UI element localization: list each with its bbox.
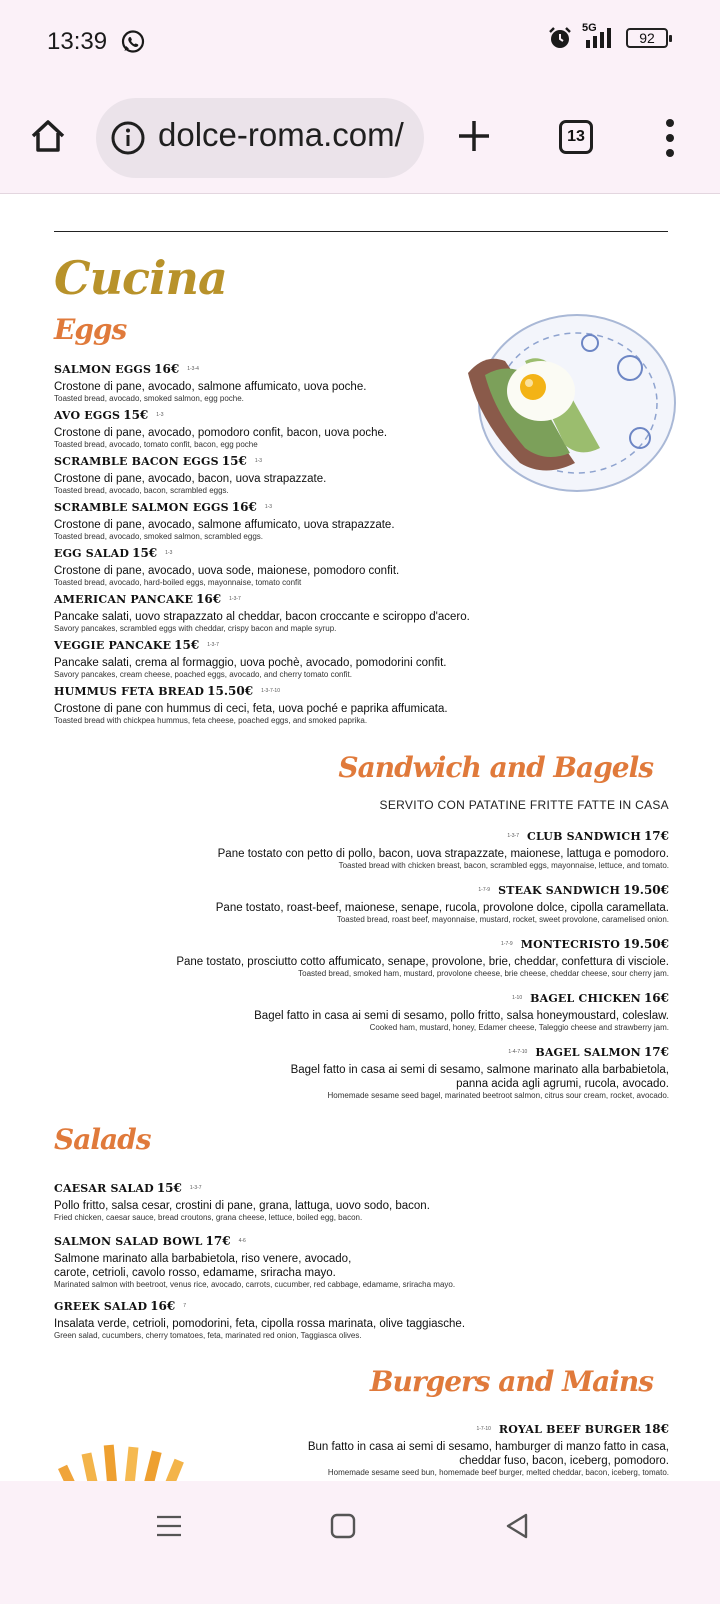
item-name: ROYAL BEEF BURGER: [498, 1423, 641, 1436]
item-description-en: Homemade sesame seed bagel, marinated beetroot salmon, citrus sour cream, rocket, avocado.: [327, 1091, 669, 1100]
item-name: CAESAR SALAD: [54, 1182, 154, 1195]
item-name: SCRAMBLE BACON EGGS: [54, 455, 219, 468]
item-price: 15.50€: [207, 684, 254, 698]
item-allergens: 1-3-7: [189, 1184, 202, 1191]
item-description-it: Crostone di pane, avocado, salmone affumicato, uova strapazzate.: [54, 519, 395, 531]
item-price: 17€: [205, 1234, 231, 1248]
item-description-en: Toasted bread, avocado, smoked salmon, egg poche.: [54, 394, 244, 403]
menu-item-salmon-eggs: [54, 360, 654, 404]
item-description-it: Pollo fritto, salsa cesar, crostini di pane, grana, lattuga, uovo sodo, bacon.: [54, 1200, 430, 1212]
item-price: 18€: [643, 1422, 669, 1436]
status-icons: [548, 22, 668, 50]
menu-item-veggie-pancake: [54, 636, 654, 680]
item-description-it: Insalata verde, cetrioli, pomodorini, feta, cipolla rossa marinata, olive taggiasche.: [54, 1318, 466, 1330]
item-name: MONTECRISTO: [520, 938, 621, 951]
item-name: HUMMUS FETA BREAD: [54, 685, 205, 698]
menu-item-avo-eggs: [54, 406, 654, 450]
menu-item-hummus-feta-bread: [54, 682, 654, 726]
back-nav-icon[interactable]: [500, 1509, 534, 1543]
item-description-en: Fried chicken, caesar sauce, bread croutons, grana cheese, lettuce, boiled egg, bacon.: [54, 1213, 363, 1222]
alarm-icon: [548, 26, 572, 50]
url-text[interactable]: dolce-roma.com/: [158, 116, 404, 153]
item-description-it: Crostone di pane, avocado, pomodoro confit, bacon, uova poche.: [54, 427, 388, 439]
item-allergens: 1-3-7: [207, 641, 219, 648]
item-allergens: 1-3-7: [229, 595, 241, 602]
item-name: AVO EGGS: [54, 409, 121, 422]
item-name: BAGEL SALMON: [535, 1046, 641, 1059]
item-description-en: Toasted bread, avocado, smoked salmon, scrambled eggs.: [54, 532, 264, 541]
item-description-en: Savory pancakes, scrambled eggs with cheddar, crispy bacon and maple syrup.: [54, 624, 337, 633]
item-allergens: 1-3-4: [187, 365, 199, 372]
item-description-en: Toasted bread, roast beef, mayonnaise, mustard, rocket, sweet provolone, caramelised onion.: [336, 915, 669, 924]
item-description-it: Pane tostato, roast-beef, maionese, senape, rucola, provolone dolce, cipolla caramellata.: [215, 902, 669, 914]
system-navigation-bar: [0, 1481, 720, 1604]
item-price: 15€: [174, 638, 200, 652]
item-description-it: Bun fatto in casa ai semi di sesamo, hamburger di manzo fatto in casa,: [307, 1441, 669, 1453]
item-price: 15€: [123, 408, 149, 422]
status-time: 13:39: [47, 28, 108, 55]
address-bar[interactable]: [96, 98, 424, 178]
page-title: Cucina: [54, 251, 227, 305]
item-allergens: 1-3: [254, 457, 263, 464]
menu-item-salmon-salad-bowl: [54, 1232, 654, 1290]
item-allergens: 1-4-7-10: [508, 1048, 528, 1055]
item-price: 19.50€: [623, 937, 669, 951]
battery-indicator: 92: [626, 28, 668, 48]
item-price: 16€: [643, 991, 669, 1005]
item-description-it: Salmone marinato alla barbabietola, riso venere, avocado,: [54, 1253, 352, 1265]
signal-icon: [582, 22, 616, 50]
item-name: EGG SALAD: [54, 547, 130, 560]
item-name: SALMON SALAD BOWL: [54, 1235, 203, 1248]
item-price: 17€: [643, 829, 669, 843]
item-allergens: 4-6: [238, 1237, 246, 1244]
home-nav-icon[interactable]: [326, 1509, 360, 1543]
item-name: CLUB SANDWICH: [527, 830, 641, 843]
eggs-section-title: Eggs: [54, 313, 127, 346]
item-description-en: Homemade sesame seed bun, homemade beef burger, melted cheddar, bacon, iceberg, tomato.: [327, 1468, 669, 1477]
item-description-en: Cooked ham, mustard, honey, Edamer cheese, Taleggio cheese and strawberry jam.: [369, 1023, 669, 1032]
item-description-it: Crostone di pane, avocado, salmone affumicato, uova poche.: [54, 381, 367, 393]
item-allergens: 1-3: [264, 503, 273, 510]
salads-section-title: Salads: [54, 1123, 151, 1156]
item-description-en: Toasted bread with chicken breast, bacon, scrambled eggs, mayonnaise, lettuce, and tomato.: [338, 861, 669, 870]
divider-line: [54, 231, 668, 232]
item-description-it: Pancake salati, crema al formaggio, uova pochè, avocado, pomodorini confit.: [54, 657, 447, 669]
menu-item-bagel-chicken: [69, 989, 669, 1033]
item-price: 16€: [150, 1299, 176, 1313]
recent-apps-icon[interactable]: [152, 1509, 186, 1543]
item-name: AMERICAN PANCAKE: [54, 593, 194, 606]
network-type: 5G: [582, 22, 597, 34]
item-description-en: Green salad, cucumbers, cherry tomatoes, feta, marinated red onion, Taggiasca olives.: [54, 1331, 362, 1340]
item-description-it: Pane tostato con petto di pollo, bacon, uova strapazzate, maionese, lattuga e pomodoro.: [217, 848, 669, 860]
status-bar: [0, 0, 720, 82]
item-price: 15€: [156, 1181, 182, 1195]
item-description-it: Bagel fatto in casa ai semi di sesamo, salmone marinato alla barbabietola,: [290, 1064, 669, 1076]
item-description-it-cont: cheddar fuso, bacon, iceberg, pomodoro.: [459, 1455, 669, 1467]
item-description-en: Toasted bread, avocado, bacon, scrambled eggs.: [54, 486, 229, 495]
item-price: 15€: [221, 454, 247, 468]
menu-item-scramble-salmon-eggs: [54, 498, 654, 542]
item-allergens: 1-10: [512, 994, 523, 1001]
menu-item-bagel-salmon: [69, 1043, 669, 1101]
item-price: 16€: [196, 592, 222, 606]
item-allergens: 7: [183, 1302, 187, 1309]
item-description-it: Bagel fatto in casa ai semi di sesamo, pollo fritto, salsa honeymoustard, coleslaw.: [254, 1010, 669, 1022]
item-description-en: Toasted bread with chickpea hummus, feta cheese, poached eggs, and smoked paprika.: [54, 716, 368, 725]
plus-icon[interactable]: [456, 118, 492, 154]
menu-item-club-sandwich: [69, 827, 669, 871]
item-description-it: Pane tostato, prosciutto cotto affumicato, senape, provolone, brie, cheddar, confettura di visciole.: [176, 956, 669, 968]
item-description-it: Crostone di pane, avocado, uova sode, maionese, pomodoro confit.: [54, 565, 400, 577]
tabs-icon[interactable]: 13: [559, 120, 593, 154]
sandwich-subtitle: SERVITO CON PATATINE FRITTE FATTE IN CASA: [379, 798, 669, 812]
item-description-en: Savory pancakes, cream cheese, poached eggs, avocado, and cherry tomato confit.: [54, 670, 352, 679]
item-price: 19.50€: [623, 883, 669, 897]
item-description-en: Toasted bread, avocado, hard-boiled eggs, mayonnaise, tomato confit: [54, 578, 302, 587]
menu-item-caesar-salad: [54, 1179, 654, 1223]
whatsapp-icon: [120, 29, 146, 55]
menu-item-american-pancake: [54, 590, 654, 634]
item-allergens: 1-3: [165, 549, 173, 556]
item-name: VEGGIE PANCAKE: [54, 639, 172, 652]
item-description-it-cont: panna acida agli agrumi, rucola, avocado.: [456, 1078, 669, 1090]
item-description-it: Pancake salati, uovo strapazzato al cheddar, bacon croccante e sciroppo d'acero.: [54, 611, 470, 623]
item-allergens: 1-7-9: [478, 886, 491, 893]
item-price: 15€: [132, 546, 158, 560]
item-name: BAGEL CHICKEN: [530, 992, 641, 1005]
home-icon[interactable]: [28, 116, 68, 156]
more-icon[interactable]: [664, 118, 676, 158]
burgers-section-title: Burgers and Mains: [369, 1365, 653, 1398]
item-price: 17€: [643, 1045, 669, 1059]
item-description-en: Marinated salmon with beetroot, venus rice, avocado, carrots, cucumber, red cabbage, edamame, sriracha mayo.: [54, 1280, 456, 1289]
item-allergens: 1-7-9: [501, 940, 513, 947]
item-description-en: Toasted bread, smoked ham, mustard, provolone cheese, brie cheese, cheddar cheese, sour cherry jam.: [298, 969, 669, 978]
item-description-it: Crostone di pane con hummus di ceci, feta, uova poché e paprika affumicata.: [54, 703, 448, 715]
item-description-en: Toasted bread, avocado, tomato confit, bacon, egg poche: [54, 440, 258, 449]
menu-item-montecristo: [69, 935, 669, 979]
menu-item-steak-sandwich: [69, 881, 669, 925]
item-allergens: 1-7-10: [476, 1425, 491, 1432]
menu-item-greek-salad: [54, 1297, 654, 1341]
item-name: STEAK SANDWICH: [498, 884, 621, 897]
item-name: SCRAMBLE SALMON EGGS: [54, 501, 229, 514]
item-allergens: 1-3: [156, 411, 164, 418]
item-name: SALMON EGGS: [54, 363, 152, 376]
browser-toolbar: [0, 82, 720, 194]
info-icon[interactable]: [110, 120, 146, 156]
sandwich-section-title: Sandwich and Bagels: [338, 751, 653, 784]
item-allergens: 1-3-7-10: [261, 687, 280, 694]
page-content: [0, 195, 720, 1481]
item-allergens: 1-3-7: [507, 832, 519, 839]
item-price: 16€: [231, 500, 257, 514]
item-description-it: Crostone di pane, avocado, bacon, uova strapazzate.: [54, 473, 327, 485]
menu-item-egg-salad: [54, 544, 654, 588]
item-price: 16€: [154, 362, 180, 376]
item-description-it-cont: carote, cetrioli, cavolo rosso, edamame, sriracha mayo.: [54, 1267, 336, 1279]
menu-item-scramble-bacon-eggs: [54, 452, 654, 496]
item-name: GREEK SALAD: [54, 1300, 148, 1313]
